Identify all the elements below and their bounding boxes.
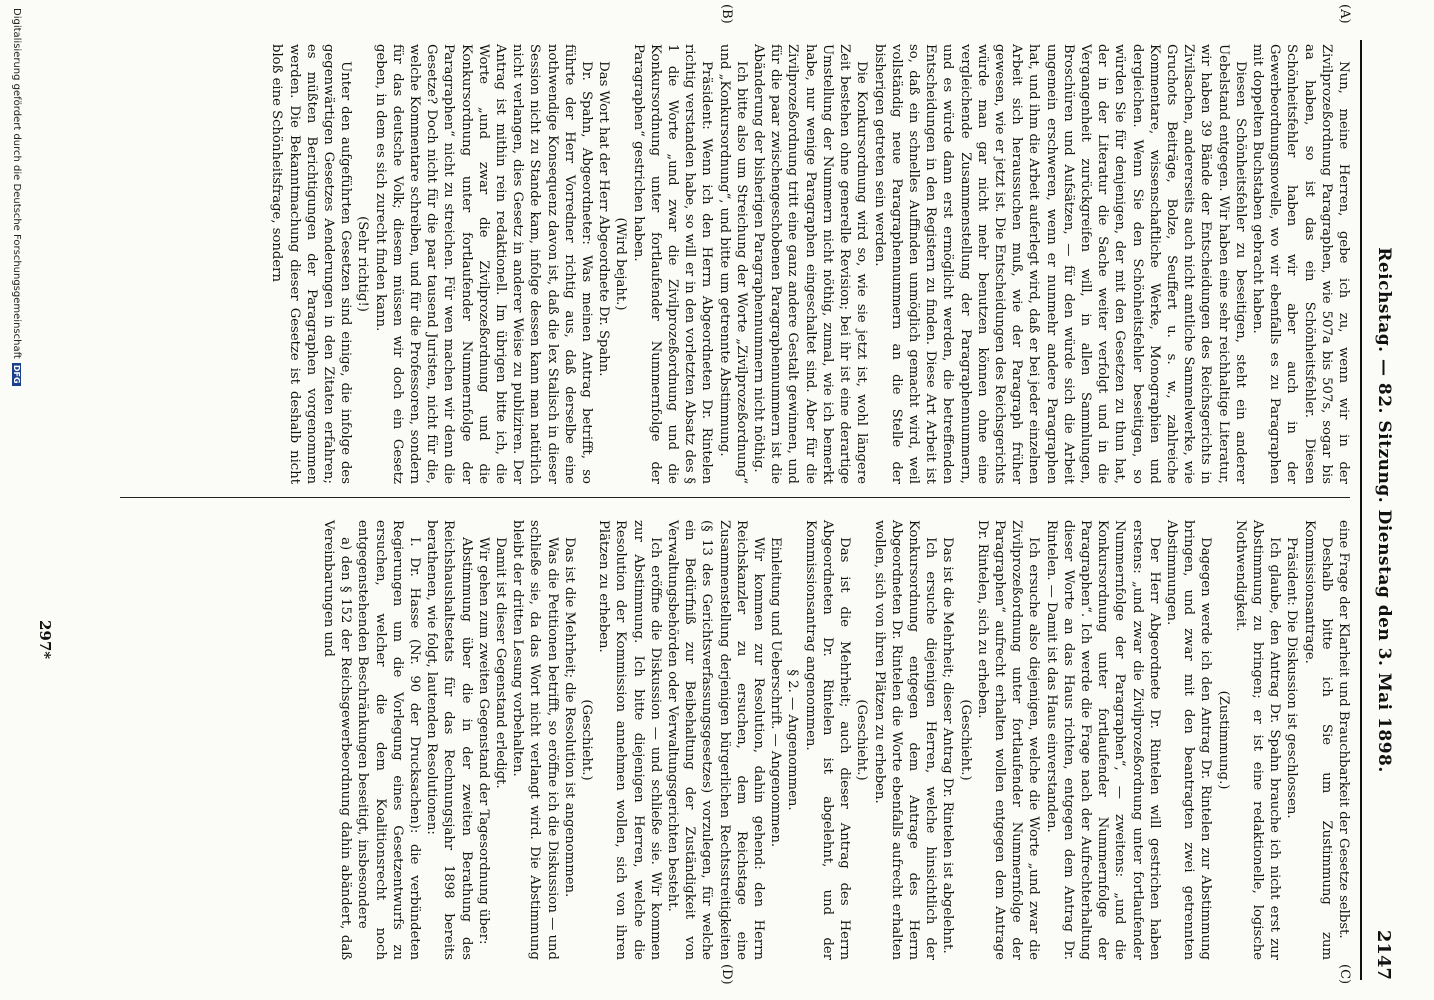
paragraph: Ich eröffne die Diskussion — und schließe sie. Wir kommen zur Abstimmung. Ich bitte diejenigen Herren, welche die Resolution der Kommission annehmen wollen, sich von ihren Plätzen zu erheben. bbox=[596, 520, 663, 960]
paragraph: Ich ersuche also diejenigen, welche die Worte „und zwar die Zivilprozeßordnung unter fortlaufender Nummernfolge der Paragraphen“ aufrecht erhalten wollen entgegen dem Antrage Dr. Rintelen, sich zu erheben. bbox=[974, 520, 1042, 960]
section-heading: § 2. — Angenommen. bbox=[785, 669, 801, 811]
digitization-credit bbox=[11, 8, 22, 386]
dfg-logo-icon: DFG bbox=[12, 364, 21, 384]
paragraph: I. Dr. Hasse (Nr. 90 der Drucksachen): die verbündeten Regierungen um die Vorlegung eines Gesetzentwurfs zu ersuchen, welcher die dem Koalitionsrecht noch entgegenstehenden Beschränkungen beseitigt, insbesondere bbox=[355, 520, 423, 960]
interjection: (Wird bejaht.) bbox=[613, 217, 629, 311]
paragraph: Unter den aufgeführten Gesetzen sind einige, die infolge des gegenwärtigen Gesetzes Aenderungen in den Zitaten erfahren; es müßten Berichtigungen der Paragraphen vorgenommen werden. Die Bekanntmachung dieser Gesetze ist deshalb nicht bloß eine Schönheitsfrage, sondern bbox=[269, 44, 354, 484]
paragraph: Ich bitte also um Streichung der Worte „Zivilprozeßordnung“ und „Konkursordnung“, und bitte um getrennte Abstimmung. bbox=[716, 44, 749, 484]
paragraph: Dr. Spahn, Abgeordneter: Was meinen Antrag betrifft, so führte der Herr Vorredner richtig aus, daß derselbe eine nothwendige Konsequenz davon ist, daß die lex Stalisch in dieser Session nicht zu Stande kam, infolge dessen kann man natürlich nicht verlangen, dies Gesetz in anderer Weise zu publiziren. Der Antrag ist mithin rein redaktionell. Im übrigen bitte ich, die Worte „und zwar die Zivilprozeßordnung und die Konkursordnung unter fortlaufender Nummernfolge der Paragraphen“ nicht zu streichen. Für wen machen wir denn die Gesetze? Doch nicht für die paar tausend Juristen, nicht für die, welche Kommentare schreiben, und für die Professoren, sondern für das deutsche Volk; diesem müssen wir doch ein Gesetz geben, in dem es sich zurecht finden kann. bbox=[372, 44, 595, 484]
credit-text: Digitalisierung gefördert durch die Deutsche Forschungsgemeinschaft bbox=[11, 8, 22, 359]
page-title: Reichstag. — 82. Sitzung. Dienstag den 3. Mai 1898. bbox=[1374, 247, 1394, 773]
page-header bbox=[1364, 40, 1394, 980]
paragraph: Abstimmung über die in der zweiten Berathung des Reichshaushaltsetats für das Rechnungsjahr 1898 bereits berathenen, wie folgt, lautenden Resolutionen: bbox=[424, 520, 474, 960]
paragraph: a) den § 152 der Reichsgewerbeordnung dahin abändert, daß Vereinbarungen und bbox=[321, 520, 354, 960]
margin-marker-b: (B) bbox=[719, 4, 734, 24]
paragraph: Einleitung und Ueberschrift. — Angenommen. bbox=[768, 537, 784, 848]
paragraph: Die Konkursordnung wird so, wie sie jetzt ist, wohl längere Zeit bestehen ohne generelle Revision; bei ihr ist eine derartige Umstellung der Nummern nicht nöthig, zumal, wie ich bemerkt habe, nur wenige Paragraphen eingeschaltet sind. Aber für die Zivilprozeßordnung tritt eine ganz andere Gestalt gewinnen, und für die paar zwischengeschobenen Paragraphennummern ist die Abänderung der bisherigen Paragraphennummern nicht nöthig. bbox=[751, 44, 870, 484]
margin-marker-a: (A) bbox=[1337, 4, 1352, 24]
paragraph: Was die Petitionen betrifft, so eröffne ich die Diskussion — und schließe sie, da das Wort nicht verlangt wird. Die Abstimmung bleibt der dritten Lesung vorbehalten. bbox=[510, 520, 560, 960]
paragraph: Ich glaube, den Antrag Dr. Spahn brauche ich nicht erst zur Abstimmung zu bringen; er ist eine redaktionelle, logische Nothwendigkeit. bbox=[1232, 520, 1283, 960]
right-column bbox=[320, 520, 1352, 960]
paragraph: Ich ersuche diejenigen Herren, welche hinsichtlich der Konkursordnung entgegen dem Antrage des Herrn Abgeordneten Dr. Rintelen die Worte ebenfalls aufrecht erhalten wollen, sich von ihren Plätzen zu erheben. bbox=[871, 520, 939, 960]
paragraph: Deshalb bitte ich Sie um Zustimmung zum Kommissionsantrage. bbox=[1301, 520, 1334, 960]
paragraph: Der Herr Abgeordnete Dr. Rintelen will gestrichen haben erstens: „und zwar die Zivilprozeßordnung unter fortlaufender Nummernfolge der Paragraphen“, — zweitens: „und die Konkursordnung unter fortlaufender Nummernfolge der Paragraphen“. Ich werde die Frage nach der Aufrechterhaltung dieser Worte an das Haus richten, entgegen dem Antrag Dr. Rintelen. — Damit ist das Haus einverstanden. bbox=[1043, 520, 1162, 960]
left-column bbox=[268, 44, 1352, 484]
paragraph: Präsident: Wenn ich den Herrn Abgeordneten Dr. Rintelen richtig verstanden habe, so will er in den vorletzten Absatz des § 1 die Worte „und zwar die Zivilprozeßordnung und die Konkursordnung unter fortlaufender Nummernfolge der Paragraphen“ gestrichen haben. bbox=[630, 44, 715, 484]
paragraph: Damit ist dieser Gegenstand erledigt. bbox=[493, 537, 509, 789]
column-divider bbox=[120, 497, 1350, 498]
paragraph: Wir gehen zum zweiten Gegenstand der Tagesordnung über: bbox=[475, 537, 491, 945]
interjection: (Zustimmung.) bbox=[1215, 690, 1231, 790]
interjection: (Geschieht.) bbox=[579, 699, 595, 781]
paragraph: Präsident: Die Diskussion ist geschlossen. bbox=[1284, 537, 1300, 819]
paragraph: eine Frage der Klarheit und Brauchbarkeit der Gesetze selbst. bbox=[1336, 520, 1351, 939]
page-number: 2147 bbox=[1373, 929, 1394, 980]
footer-signature: 297* bbox=[36, 620, 54, 660]
paragraph: Das ist die Mehrheit; auch dieser Antrag des Herrn Abgeordneten Dr. Rintelen ist abgelehnt, und der Kommissionsantrag angenommen. bbox=[802, 520, 853, 960]
interjection: (Geschieht.) bbox=[854, 699, 870, 781]
paragraph: Das ist die Mehrheit; die Resolution ist angenommen. bbox=[561, 537, 577, 898]
margin-marker-d: (D) bbox=[719, 964, 734, 985]
interjection: (Geschieht.) bbox=[957, 699, 973, 781]
paragraph: Dagegen werde ich den Antrag Dr. Rintelen zur Abstimmung bringen, und zwar mit den beantragten zwei getrennten Abstimmungen. bbox=[1163, 520, 1214, 960]
paragraph: Das Wort hat der Herr Abgeordnete Dr. Spahn. bbox=[596, 61, 612, 377]
paragraph: Diesen Schönheitsfehler zu beseitigen, steht ein anderer Uebelstand entgegen. Wir haben eine sehr reichhaltige Literatur, wir haben 39 Bände der Entscheidungen des Reichsgerichts in Zivilsachen, andererseits auch nicht amtliche Sammelwerke, wie Gruchots Beiträge, Bolze, Seuffert u. s. w., zahlreiche Kommentare, wissenschaftliche Werke, Monographien und dergleichen. Wenn Sie den Schönheitsfehler beseitigen, so würden Sie für denjenigen, der mit den Gesetzen zu thun hat, der in der Literatur die Sache weiter verfolgt und in die Vergangenheit zurückgreifen will, in allen Sammlungen, Broschüren und Aufsätzen, — für den würde sich die Arbeit ungemein erschweren, wenn er nunmehr andere Paragraphen hat, und ihm die Arbeit auferlegt wird, daß er bei jeder einzelnen Arbeit sich heraussuchen muß, wie der Paragraph früher gewesen, wie er jetzt ist. Die Entscheidungen des Reichsgerichts würde man gar nicht mehr benutzen können ohne eine vergleichende Zusammenstellung der Paragraphennummern, und es würde dann erst ermöglicht werden, die betreffenden Entscheidungen in den Registern zu finden. Diese Art Arbeit ist so, daß ein schnelles Auffinden unmöglich gemacht wird, weil vollständig neue Paragraphennummern an die Stelle der bisherigen getreten sein werden. bbox=[871, 44, 1248, 484]
header-rule bbox=[1360, 40, 1362, 980]
interjection: (Sehr richtig!) bbox=[355, 216, 371, 312]
paragraph: Wir kommen zur Resolution, dahin gehend: den Herrn Reichskanzler zu ersuchen, dem Reichstage eine Zusammenstellung derjenigen bürgerlichen Rechtsstreitigkeiten (§ 13 des Gerichtsverfassungsgesetzes) vorzulegen, für welche ein Bedürfniß zur Beibehaltung der Zuständigkeit von Verwaltungsbehörden oder Verwaltungsgerichten besteht. bbox=[665, 520, 767, 960]
margin-marker-c: (C) bbox=[1337, 964, 1352, 985]
paragraph: Nun, meine Herren, gebe ich zu, wenn wir in der Zivilprozeßordnung Paragraphen, wie 507a bis 507s, sogar bis aa haben, so ist das ein Schönheitsfehler. Diesen Schönheitsfehler haben wir aber auch in der Gewerbeordnungsnovelle, wo wir ebenfalls es zu Paragraphen mit doppelten Buchstaben gebracht haben. bbox=[1249, 44, 1351, 484]
paragraph: Das ist die Mehrheit; dieser Antrag Dr. Rintelen ist abgelehnt. bbox=[940, 537, 956, 954]
